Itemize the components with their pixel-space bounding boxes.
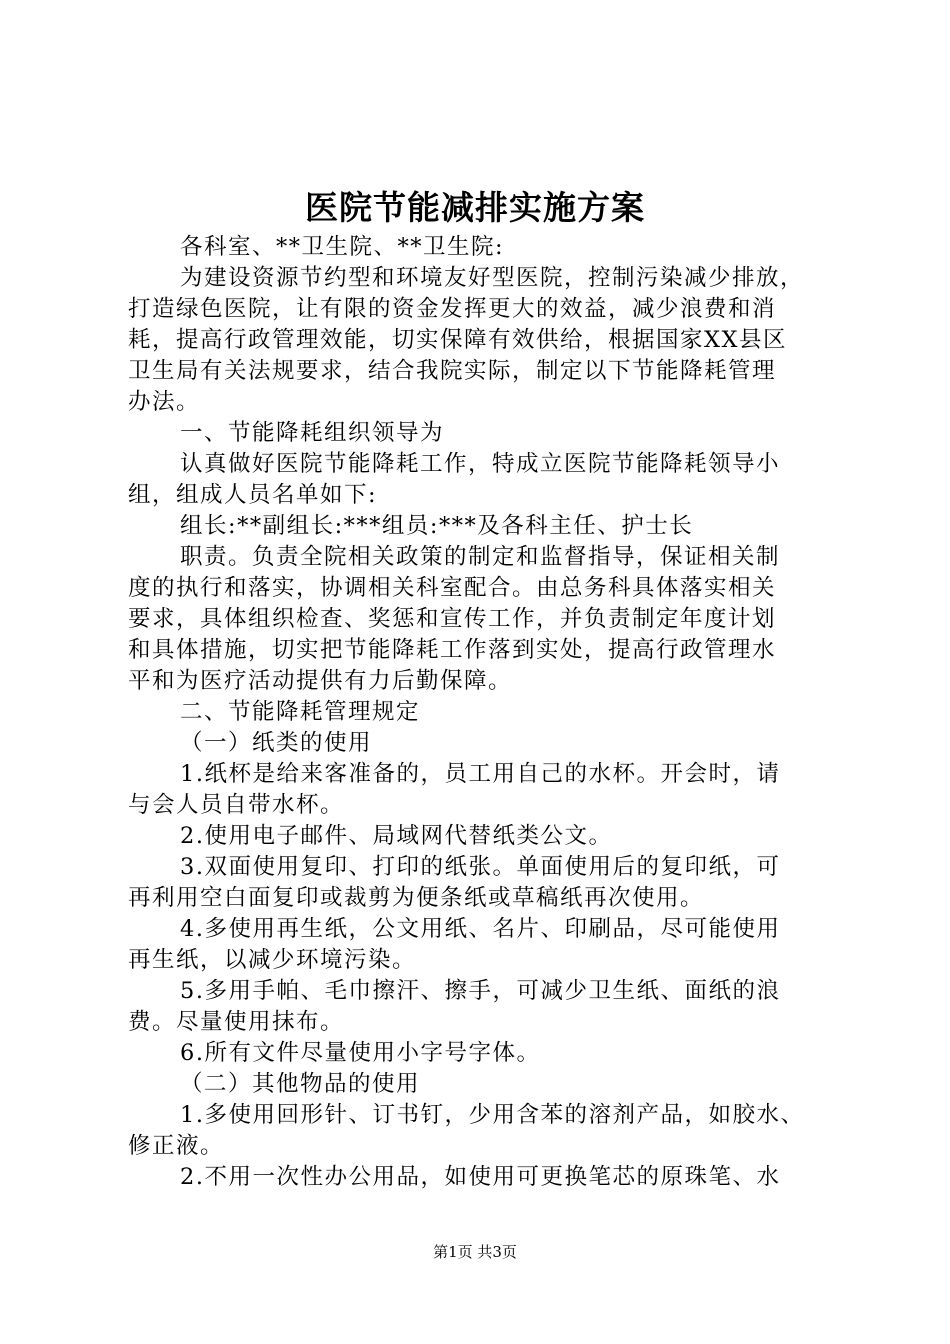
body-line: 组，组成人员名单如下: [128,482,378,508]
body-line: 认真做好医院节能降耗工作，特成立医院节能降耗领导小 [180,451,781,477]
body-line: 办法。 [128,389,201,415]
body-line: 平和为医疗活动提供有力后勤保障。 [128,668,513,694]
document-title: 医院节能减排实施方案 [305,188,645,227]
body-line: 耗，提高行政管理效能，切实保障有效供给，根据国家XX县区 [128,327,788,353]
body-line: 与会人员自带水杯。 [128,792,345,818]
body-line: 一、节能降耗组织领导为 [180,420,445,446]
body-line: 1.多使用回形针、订书钉，少用含苯的溶剂产品，如胶水、 [180,1102,805,1128]
body-line: 3.双面使用复印、打印的纸张。单面使用后的复印纸，可 [180,854,781,880]
body-line: 再利用空白面复印或裁剪为便条纸或草稿纸再次使用。 [128,885,705,911]
document-body [128,232,833,1193]
body-line: 2.不用一次性办公用品，如使用可更换笔芯的原珠笔、水 [180,1164,781,1190]
body-line: 和具体措施，切实把节能降耗工作落到实处，提高行政管理水 [128,637,777,663]
body-line: 修正液。 [128,1133,225,1159]
body-line: 组长:**副组长:***组员:***及各科主任、护士长 [180,513,694,539]
body-line: 4.多使用再生纸，公文用纸、名片、印刷品，尽可能使用 [180,916,781,942]
body-line: 费。尽量使用抹布。 [128,1009,345,1035]
body-line: 卫生局有关法规要求，结合我院实际，制定以下节能降耗管理 [128,358,777,384]
body-line: （一）纸类的使用 [180,730,373,756]
body-line: （二）其他物品的使用 [180,1071,421,1097]
body-line: 为建设资源节约型和环境友好型医院，控制污染减少排放， [180,265,805,291]
body-line: 2.使用电子邮件、局域网代替纸类公文。 [180,823,613,849]
body-line: 职责。负责全院相关政策的制定和监督指导，保证相关制 [180,544,781,570]
body-line: 1.纸杯是给来客准备的，员工用自己的水杯。开会时，请 [180,761,781,787]
page-footer: 第1页 共3页 [433,1243,517,1261]
body-line: 二、节能降耗管理规定 [180,699,421,725]
body-line: 再生纸，以减少环境污染。 [128,947,417,973]
body-line: 度的执行和落实，协调相关科室配合。由总务科具体落实相关 [128,575,777,601]
body-line: 各科室、**卫生院、**卫生院: [180,234,505,260]
body-line: 要求，具体组织检查、奖惩和宣传工作，并负责制定年度计划 [128,606,777,632]
body-line: 打造绿色医院，让有限的资金发挥更大的效益，减少浪费和消 [128,296,777,322]
body-line: 5.多用手帕、毛巾擦汗、擦手，可减少卫生纸、面纸的浪 [180,978,781,1004]
body-line: 6.所有文件尽量使用小字号字体。 [180,1040,541,1066]
